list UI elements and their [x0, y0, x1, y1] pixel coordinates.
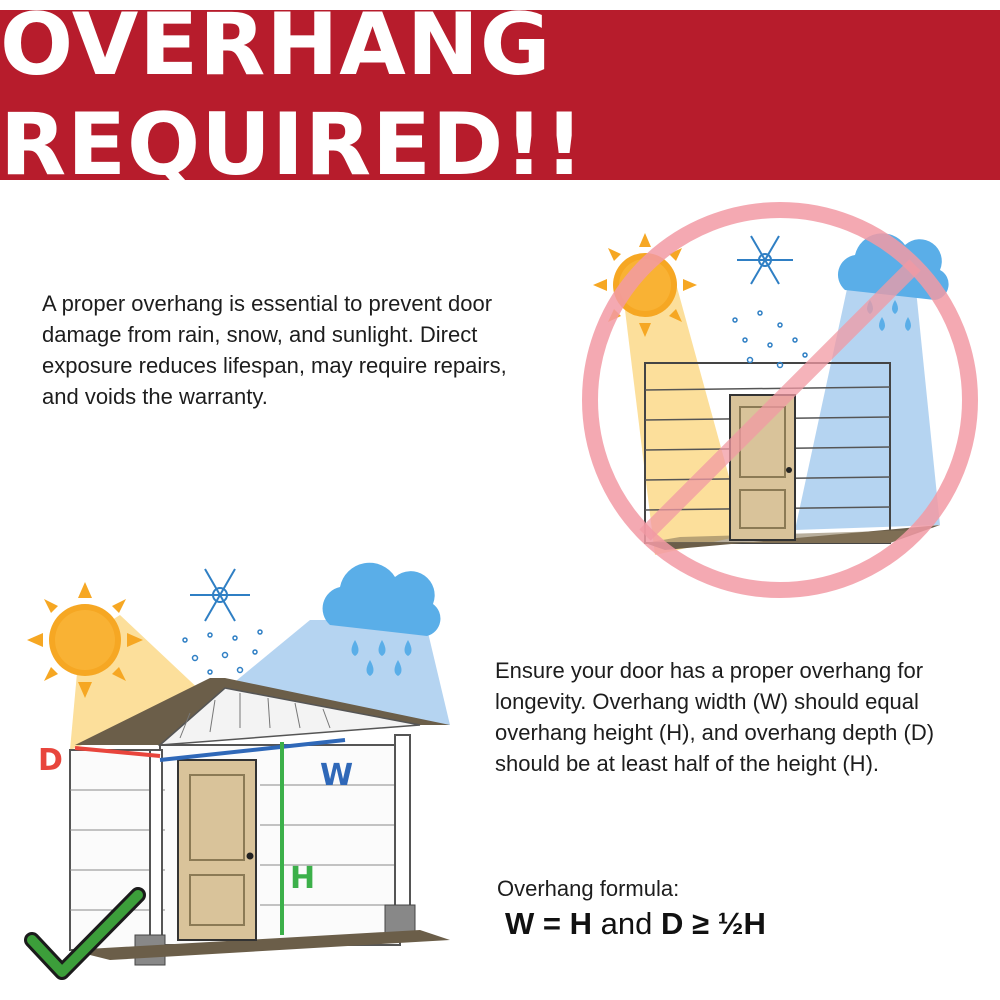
- door: [178, 760, 256, 940]
- sunlight-beam: [625, 280, 745, 555]
- snowflake-icon: [190, 569, 250, 621]
- formula-eq: =: [542, 906, 561, 941]
- snow-dots: [183, 630, 262, 674]
- formula-label: Overhang formula:: [497, 876, 680, 901]
- bad-installation-illustration: [570, 195, 990, 605]
- formula-w: W: [505, 906, 535, 941]
- d-label: D: [38, 743, 63, 778]
- w-label: W: [320, 758, 354, 793]
- wall: [70, 735, 450, 965]
- formula-ge: ≥: [692, 906, 710, 941]
- snow-dots: [733, 311, 807, 368]
- intro-paragraph: A proper overhang is essential to prevent door damage from rain, snow, and sunlight. Direct exposure reduces lifespan, may require repairs, and voids the warranty.: [42, 291, 507, 409]
- good-installation-illustration: [10, 560, 460, 980]
- formula-h: H: [569, 906, 593, 941]
- formula-d: D: [661, 906, 684, 941]
- formula-and: and: [600, 906, 653, 941]
- h-label: H: [290, 861, 316, 896]
- title-banner: [0, 0, 1000, 195]
- formula-half-h: ½H: [717, 906, 766, 941]
- overhang-formula: [505, 906, 766, 942]
- snowflake-icon: [737, 236, 793, 284]
- instruction-paragraph: Ensure your door has a proper overhang for longevity. Overhang width (W) should equal overhang height (H), and overhang depth (D) should be at least half of the height (H).: [495, 658, 935, 776]
- page-title: OVERHANG REQUIRED!!: [0, 0, 585, 195]
